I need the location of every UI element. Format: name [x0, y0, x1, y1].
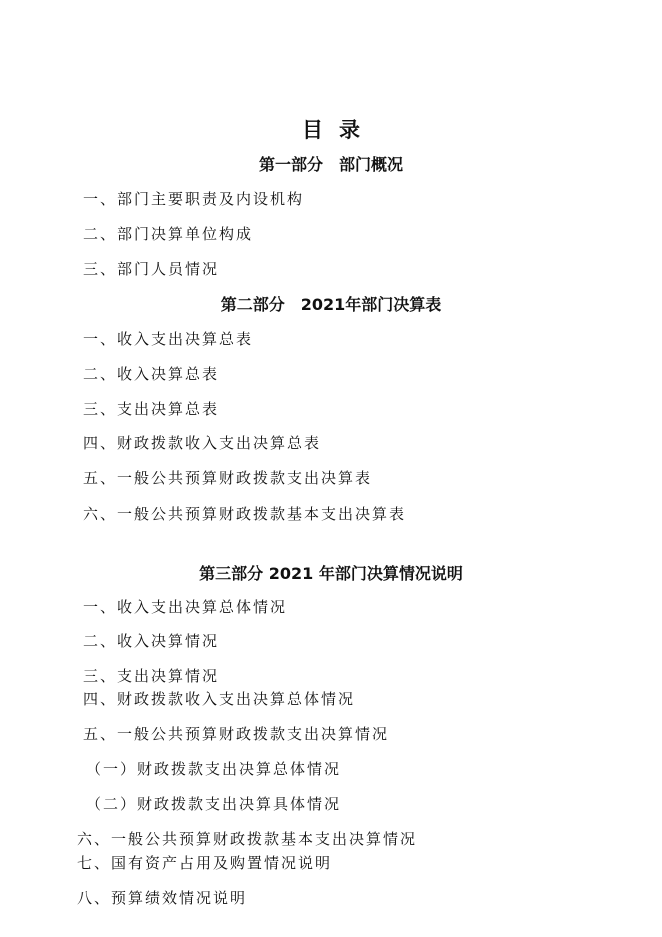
toc-subitem: （一）财政拨款支出决算总体情况 [86, 760, 342, 778]
part2-heading: 第二部分 2021年部门决算表 [220, 295, 442, 314]
toc-subitem: （二）财政拨款支出决算具体情况 [86, 795, 342, 813]
toc-item: 七、国有资产占用及购置情况说明 [77, 854, 333, 872]
toc-item: 四、财政拨款收入支出决算总体情况 [83, 690, 356, 708]
toc-item: 三、部门人员情况 [83, 260, 220, 278]
toc-item: 四、财政拨款收入支出决算总表 [83, 434, 322, 452]
toc-item: 二、部门决算单位构成 [83, 225, 254, 243]
toc-item: 一、收入支出决算总表 [83, 330, 254, 348]
toc-item: 五、一般公共预算财政拨款支出决算表 [83, 469, 373, 487]
toc-item: 一、部门主要职责及内设机构 [83, 190, 305, 208]
page-title: 目录 [302, 118, 376, 142]
toc-item: 一、收入支出决算总体情况 [83, 598, 288, 616]
toc-item: 二、收入决算总表 [83, 365, 220, 383]
toc-item: 六、一般公共预算财政拨款基本支出决算表 [83, 505, 407, 523]
part1-heading: 第一部分 部门概况 [258, 155, 403, 174]
toc-item: 二、收入决算情况 [83, 632, 220, 650]
toc-item: 三、支出决算总表 [83, 400, 220, 418]
toc-item: 三、支出决算情况 [83, 667, 220, 685]
toc-item: 六、一般公共预算财政拨款基本支出决算情况 [77, 830, 418, 848]
toc-item: 八、预算绩效情况说明 [77, 889, 248, 907]
toc-item: 五、一般公共预算财政拨款支出决算情况 [83, 725, 390, 743]
part3-heading: 第三部分 2021 年部门决算情况说明 [199, 564, 463, 583]
